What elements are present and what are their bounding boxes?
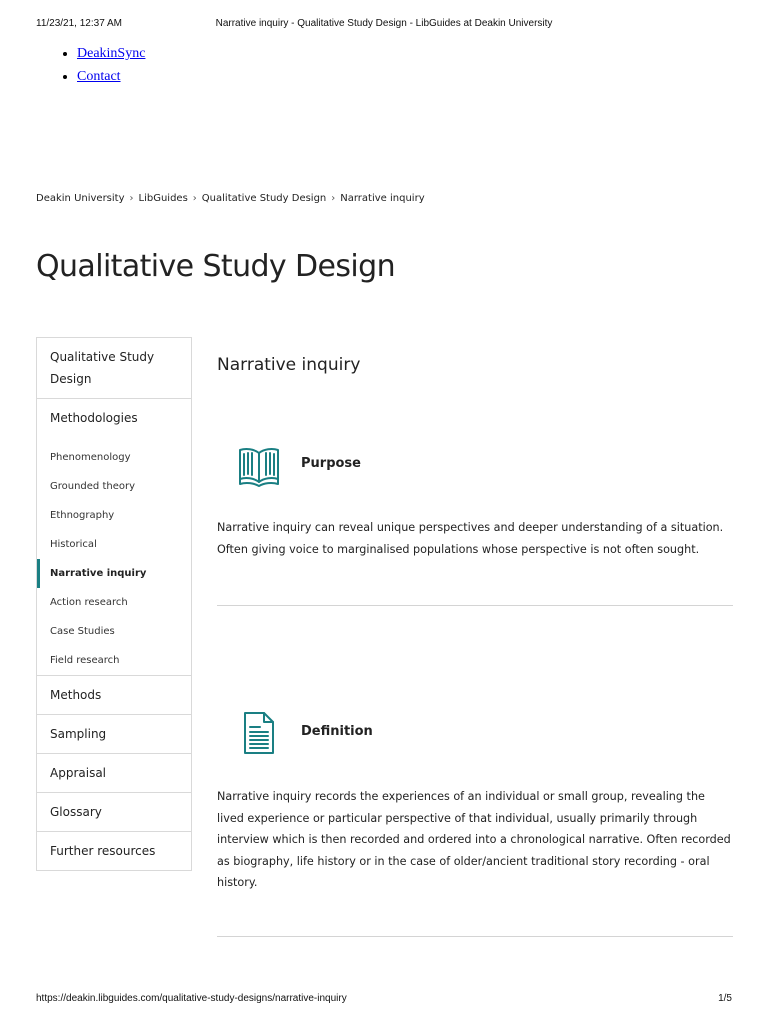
- methodologies-submenu: [37, 437, 191, 676]
- nav-subitem-case-studies[interactable]: Case Studies: [50, 626, 115, 637]
- top-link-item: [77, 65, 145, 88]
- print-page-title: Narrative inquiry - Qualitative Study Design - LibGuides at Deakin University: [215, 18, 553, 29]
- breadcrumb-separator: ›: [331, 193, 336, 204]
- document-icon: [243, 711, 275, 759]
- breadcrumb: [36, 193, 425, 204]
- section-divider: [217, 605, 733, 606]
- top-link-item: [77, 42, 145, 65]
- nav-item-appraisal[interactable]: Appraisal: [37, 754, 191, 793]
- nav-subitem-narrative-inquiry[interactable]: Narrative inquiry: [37, 559, 191, 588]
- open-book-icon: [236, 444, 282, 492]
- deakinsync-link[interactable]: DeakinSync: [77, 46, 146, 61]
- nav-item-glossary[interactable]: Glossary: [37, 793, 191, 832]
- section-divider: [217, 936, 733, 937]
- nav-item-methodologies[interactable]: Methodologies: [50, 411, 138, 425]
- breadcrumb-qualitative-study-design[interactable]: Qualitative Study Design: [201, 193, 327, 204]
- nav-subitem-historical[interactable]: Historical: [50, 539, 97, 550]
- nav-subitem-ethnography[interactable]: Ethnography: [50, 510, 115, 521]
- print-header: [36, 18, 732, 32]
- definition-label: Definition: [301, 724, 373, 739]
- side-navigation: [36, 337, 192, 871]
- nav-subitem-grounded-theory[interactable]: Grounded theory: [50, 481, 136, 492]
- breadcrumb-libguides[interactable]: LibGuides: [138, 193, 188, 204]
- print-datetime: 11/23/21, 12:37 AM: [36, 18, 122, 29]
- nav-item-methods[interactable]: Methods: [37, 676, 191, 715]
- page-number: 1/5: [718, 993, 732, 1004]
- content-heading: Narrative inquiry: [217, 355, 361, 375]
- print-url: https://deakin.libguides.com/qualitative-study-designs/narrative-inquiry: [36, 993, 347, 1004]
- nav-subitem-field-research[interactable]: Field research: [50, 655, 120, 666]
- definition-text: Narrative inquiry records the experiences of an individual or small group, revealing the lived experience or particular perspective of that individual, usually primarily through interview which is then recorded and ordered into a chronological narrative. Often recorded as biography, life history or in the case of older/ancient traditional story recording - oral history.: [217, 790, 731, 889]
- purpose-label: Purpose: [301, 456, 361, 471]
- nav-item-home[interactable]: Qualitative Study Design: [37, 338, 191, 399]
- print-footer: [36, 993, 732, 1007]
- breadcrumb-current: Narrative inquiry: [340, 193, 425, 204]
- breadcrumb-separator: ›: [192, 193, 197, 204]
- nav-subitem-action-research[interactable]: Action research: [50, 597, 128, 608]
- nav-item-further-resources[interactable]: Further resources: [50, 844, 156, 858]
- nav-subitem-phenomenology[interactable]: Phenomenology: [50, 452, 131, 463]
- purpose-text: Narrative inquiry can reveal unique perspectives and deeper understanding of a situation. Often giving voice to marginalised populations whose perspective is not often sought.: [217, 521, 724, 556]
- contact-link[interactable]: Contact: [77, 69, 121, 84]
- breadcrumb-deakin-university[interactable]: Deakin University: [36, 193, 125, 204]
- breadcrumb-separator: ›: [129, 193, 134, 204]
- nav-item-sampling[interactable]: Sampling: [37, 715, 191, 754]
- page-title: Qualitative Study Design: [36, 249, 396, 284]
- top-links: [41, 42, 145, 88]
